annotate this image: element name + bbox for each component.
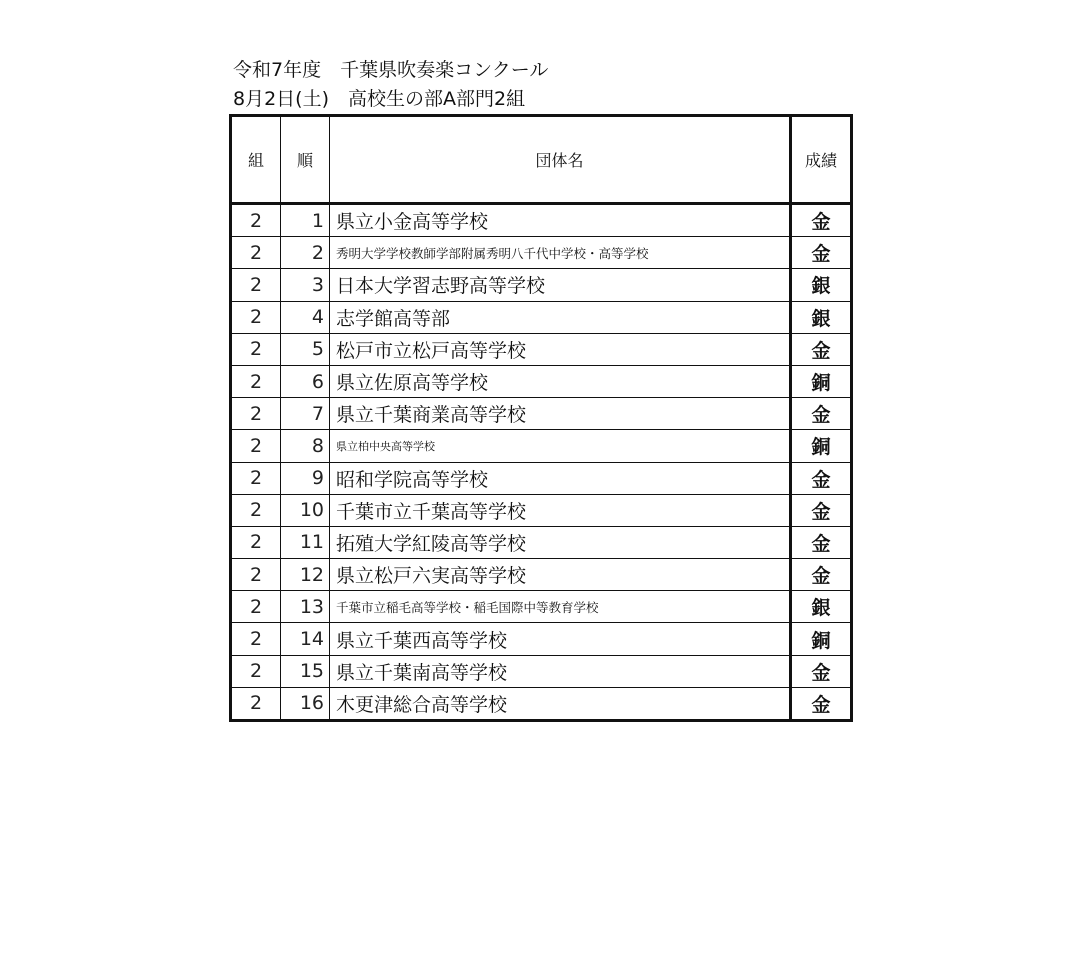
- header-row: [231, 116, 852, 204]
- cell-jun: 5: [281, 333, 330, 365]
- table-row: [231, 301, 852, 333]
- cell-score: 金: [791, 559, 852, 591]
- table-row: [231, 269, 852, 301]
- cell-jun: 8: [281, 430, 330, 462]
- table-row: [231, 333, 852, 365]
- cell-score: 金: [791, 237, 852, 269]
- cell-score: 銀: [791, 591, 852, 623]
- header-jun: 順: [281, 116, 330, 204]
- table-row: [231, 687, 852, 720]
- cell-score: 金: [791, 398, 852, 430]
- cell-score: 金: [791, 204, 852, 237]
- cell-name: 県立佐原高等学校: [330, 365, 791, 397]
- cell-jun: 16: [281, 687, 330, 720]
- table-row: [231, 430, 852, 462]
- cell-jun: 1: [281, 204, 330, 237]
- cell-kumi: 2: [231, 526, 281, 558]
- cell-score: 銀: [791, 301, 852, 333]
- cell-kumi: 2: [231, 365, 281, 397]
- cell-name: 日本大学習志野高等学校: [330, 269, 791, 301]
- cell-kumi: 2: [231, 430, 281, 462]
- cell-kumi: 2: [231, 398, 281, 430]
- header-name: 団体名: [330, 116, 791, 204]
- cell-name: 松戸市立松戸高等学校: [330, 333, 791, 365]
- cell-kumi: 2: [231, 559, 281, 591]
- cell-name: 志学館高等部: [330, 301, 791, 333]
- table-row: [231, 655, 852, 687]
- cell-score: 銅: [791, 623, 852, 655]
- table-row: [231, 494, 852, 526]
- cell-name: 昭和学院高等学校: [330, 462, 791, 494]
- table-row: [231, 559, 852, 591]
- cell-jun: 6: [281, 365, 330, 397]
- results-table: [229, 114, 853, 722]
- cell-kumi: 2: [231, 687, 281, 720]
- cell-name: 県立小金高等学校: [330, 204, 791, 237]
- cell-kumi: 2: [231, 237, 281, 269]
- results-body: [231, 204, 852, 721]
- cell-score: 金: [791, 462, 852, 494]
- cell-jun: 14: [281, 623, 330, 655]
- cell-kumi: 2: [231, 591, 281, 623]
- cell-jun: 3: [281, 269, 330, 301]
- cell-score: 金: [791, 526, 852, 558]
- cell-kumi: 2: [231, 301, 281, 333]
- cell-jun: 2: [281, 237, 330, 269]
- cell-jun: 10: [281, 494, 330, 526]
- cell-score: 金: [791, 333, 852, 365]
- cell-jun: 15: [281, 655, 330, 687]
- cell-kumi: 2: [231, 623, 281, 655]
- cell-score: 金: [791, 687, 852, 720]
- cell-jun: 11: [281, 526, 330, 558]
- cell-name: 県立千葉商業高等学校: [330, 398, 791, 430]
- cell-score: 銅: [791, 365, 852, 397]
- cell-jun: 12: [281, 559, 330, 591]
- cell-kumi: 2: [231, 204, 281, 237]
- cell-kumi: 2: [231, 494, 281, 526]
- table-row: [231, 591, 852, 623]
- cell-score: 銅: [791, 430, 852, 462]
- cell-score: 金: [791, 655, 852, 687]
- cell-name: 県立柏中央高等学校: [330, 430, 791, 462]
- cell-jun: 9: [281, 462, 330, 494]
- cell-kumi: 2: [231, 655, 281, 687]
- cell-score: 銀: [791, 269, 852, 301]
- cell-kumi: 2: [231, 269, 281, 301]
- cell-name: 県立千葉西高等学校: [330, 623, 791, 655]
- cell-score: 金: [791, 494, 852, 526]
- cell-name: 木更津総合高等学校: [330, 687, 791, 720]
- cell-jun: 7: [281, 398, 330, 430]
- cell-jun: 4: [281, 301, 330, 333]
- table-row: [231, 204, 852, 237]
- document-title: 令和7年度 千葉県吹奏楽コンクール: [233, 59, 549, 81]
- cell-kumi: 2: [231, 462, 281, 494]
- table-row: [231, 365, 852, 397]
- table-row: [231, 462, 852, 494]
- document-subtitle: 8月2日(土) 高校生の部A部門2組: [233, 88, 526, 110]
- cell-name: 千葉市立千葉高等学校: [330, 494, 791, 526]
- cell-name: 県立千葉南高等学校: [330, 655, 791, 687]
- header-kumi: 組: [231, 116, 281, 204]
- cell-name: 拓殖大学紅陵高等学校: [330, 526, 791, 558]
- table-row: [231, 526, 852, 558]
- cell-name: 県立松戸六実高等学校: [330, 559, 791, 591]
- cell-name: 千葉市立稲毛高等学校・稲毛国際中等教育学校: [330, 591, 791, 623]
- table-row: [231, 398, 852, 430]
- table-row: [231, 623, 852, 655]
- cell-jun: 13: [281, 591, 330, 623]
- table-row: [231, 237, 852, 269]
- cell-kumi: 2: [231, 333, 281, 365]
- header-score: 成績: [791, 116, 852, 204]
- cell-name: 秀明大学学校教師学部附属秀明八千代中学校・高等学校: [330, 237, 791, 269]
